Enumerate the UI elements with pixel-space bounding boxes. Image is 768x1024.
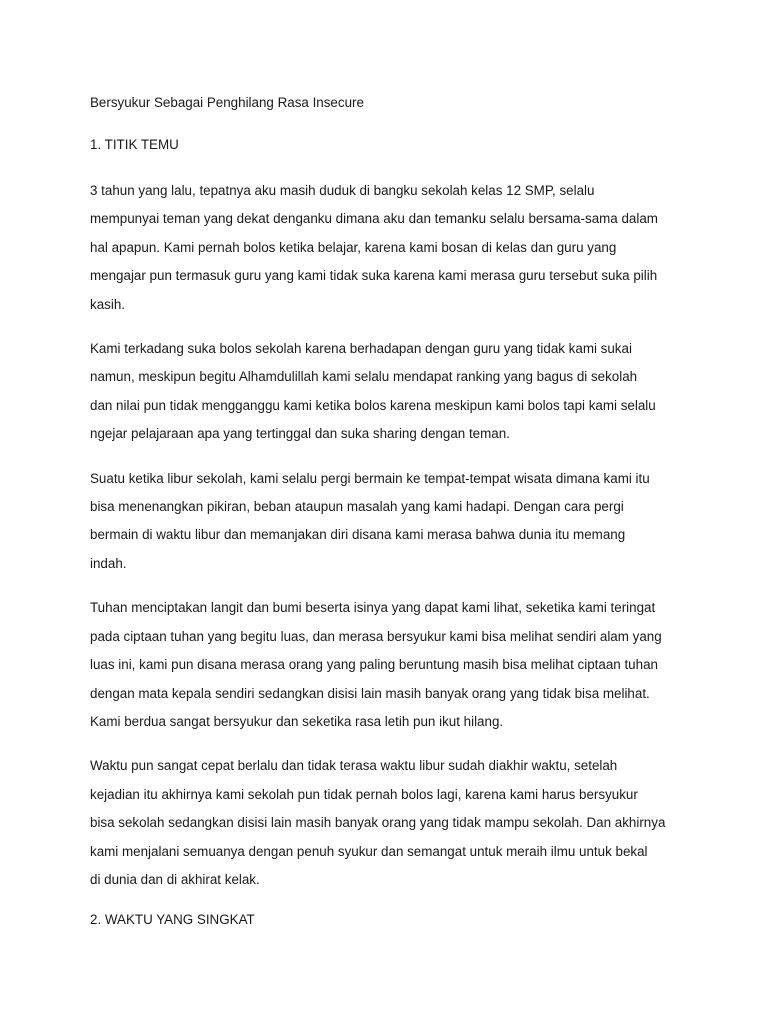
- paragraph-line: kejadian itu akhirnya kami sekolah pun tidak pernah bolos lagi, karena kami harus bersyukur: [90, 786, 638, 802]
- paragraph-line: pada ciptaan tuhan yang begitu luas, dan merasa bersyukur kami bisa melihat sendiri alam yang: [90, 628, 662, 644]
- paragraph-line: Kami terkadang suka bolos sekolah karena berhadapan dengan guru yang tidak kami sukai: [90, 341, 632, 357]
- paragraph-4: [90, 594, 686, 736]
- paragraph-line: luas ini, kami pun disana merasa orang yang paling beruntung masih bisa melihat ciptaan tuhan: [90, 657, 658, 673]
- paragraph-2: [90, 335, 686, 449]
- paragraph-line: Kami berdua sangat bersyukur dan seketika rasa letih pun ikut hilang.: [90, 713, 504, 729]
- paragraph-line: kami menjalani semuanya dengan penuh syukur dan semangat untuk meraih ilmu untuk bekal: [90, 843, 648, 859]
- paragraph-line: bisa menenangkan pikiran, beban ataupun masalah yang kami hadapi. Dengan cara pergi: [90, 499, 624, 515]
- paragraph-line: mengajar pun termasuk guru yang kami tidak suka karena kami merasa guru tersebut suka pilih: [90, 268, 658, 284]
- paragraph-line: hal apapun. Kami pernah bolos ketika belajar, karena kami bosan di kelas dan guru yang: [90, 239, 617, 255]
- paragraph-3: [90, 465, 686, 579]
- paragraph-line: di dunia dan di akhirat kelak.: [90, 871, 260, 887]
- paragraph-line: namun, meskipun begitu Alhamdulillah kami selalu mendapat ranking yang bagus di sekolah: [90, 369, 638, 385]
- paragraph-line: indah.: [90, 555, 127, 571]
- paragraph-1: [90, 177, 686, 319]
- paragraph-line: Waktu pun sangat cepat berlalu dan tidak terasa waktu libur sudah diakhir waktu, setelah: [90, 758, 618, 774]
- document-body: [90, 93, 686, 952]
- paragraph-line: dengan mata kepala sendiri sedangkan disisi lain masih banyak orang yang tidak bisa melihat.: [90, 685, 650, 701]
- section-heading-waktu-yang-singkat: 2. WAKTU YANG SINGKAT: [90, 912, 255, 928]
- paragraph-5: [90, 752, 686, 894]
- paragraph-line: Suatu ketika libur sekolah, kami selalu pergi bermain ke tempat-tempat wisata dimana kami itu: [90, 470, 650, 486]
- paragraph-line: bermain di waktu libur dan memanjakan diri disana kami merasa bahwa dunia itu memang: [90, 527, 626, 543]
- section-heading-titik-temu: 1. TITIK TEMU: [90, 137, 179, 152]
- paragraph-line: Tuhan menciptakan langit dan bumi beserta isinya yang dapat kami lihat, seketika kami teringat: [90, 600, 656, 616]
- paragraph-line: kasih.: [90, 296, 125, 312]
- paragraph-line: dan nilai pun tidak mengganggu kami ketika bolos karena meskipun kami bolos tapi kami selalu: [90, 397, 656, 413]
- paragraph-line: 3 tahun yang lalu, tepatnya aku masih duduk di bangku sekolah kelas 12 SMP, selalu: [90, 183, 595, 198]
- document-title: Bersyukur Sebagai Penghilang Rasa Insecure: [90, 95, 364, 110]
- paragraph-line: bisa sekolah sedangkan disisi lain masih banyak orang yang tidak mampu sekolah. Dan akhirnya: [90, 815, 666, 831]
- paragraph-line: ngejar pelajaraan apa yang tertinggal dan suka sharing dengan teman.: [90, 426, 510, 442]
- paragraph-line: mempunyai teman yang dekat denganku dimana aku dan temanku selalu bersama-sama dalam: [90, 211, 658, 227]
